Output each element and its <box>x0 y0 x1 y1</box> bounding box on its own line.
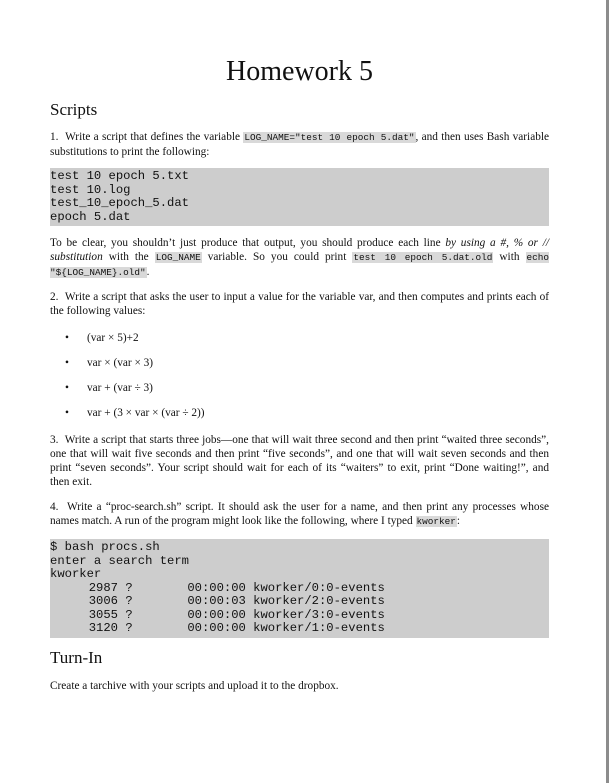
clarify-c: variable. So you could print <box>207 251 347 263</box>
q4-code-typed: kworker <box>416 516 456 527</box>
clarify-a: To be clear, you shouldn’t just produce that output, you should produce each line <box>50 237 441 249</box>
clarify-code-logname: LOG_NAME <box>155 252 201 263</box>
proc-tty: ? <box>125 594 133 608</box>
q2-list <box>65 331 545 431</box>
turnin-heading: Turn-In <box>50 648 103 667</box>
proc-tty: ? <box>125 580 133 595</box>
proc-tty: ? <box>125 621 133 635</box>
clarify-d: with <box>499 251 520 263</box>
proc-cmd: kworker/0:0-events <box>253 580 385 595</box>
session-line: $ bash procs.sh <box>50 540 160 554</box>
q1-output-block <box>50 168 549 226</box>
q4-text-b: : <box>456 515 461 527</box>
q4-number: 4. <box>50 501 59 513</box>
output-line: test 10 epoch 5.txt <box>50 169 189 183</box>
q1-code-var: LOG_NAME="test 10 epoch 5.dat" <box>244 132 415 143</box>
proc-tty: ? <box>125 607 133 622</box>
process-row <box>50 609 549 623</box>
process-row <box>50 622 549 636</box>
page-title: Homework 5 <box>226 56 373 87</box>
q3-body: Write a script that starts three jobs—one that will wait three second and then print “waited three seconds”, one that will wait five seconds and then print “five seconds”, and one that will wait seven seconds and then print “seven seconds”. Your script should wait for each of its “waiters” to exit, print “Done waiting!”, and then exit. <box>50 434 549 488</box>
proc-pid: 2987 <box>88 580 118 595</box>
proc-pid: 3120 <box>88 621 118 635</box>
clarify-code-old: test 10 epoch 5.dat.old <box>353 252 493 263</box>
process-row <box>50 582 549 596</box>
clarify-b: with the <box>108 251 149 263</box>
list-item: • var + (var ÷ 3) <box>65 381 545 406</box>
proc-time: 00:00:03 <box>187 594 246 608</box>
proc-time: 00:00:00 <box>187 580 246 595</box>
q1-text <box>50 130 549 159</box>
session-line: enter a search term <box>50 553 189 568</box>
q4-body: Write a “proc-search.sh” script. It should ask the user for a name, and then print any processes whose names match. A run of the program might look like the following, where I typed <box>50 501 549 527</box>
q2-text <box>50 290 549 318</box>
clarify-e: . <box>146 266 150 278</box>
q4-text <box>50 500 549 529</box>
q1-number: 1. <box>50 131 59 143</box>
output-line: epoch 5.dat <box>50 209 131 224</box>
q3-number: 3. <box>50 434 59 446</box>
q2-number: 2. <box>50 291 59 303</box>
proc-cmd: kworker/1:0-events <box>253 621 385 635</box>
output-line: test 10.log <box>50 182 131 197</box>
proc-pid: 3055 <box>88 607 118 622</box>
list-item: • (var × 5)+2 <box>65 331 545 356</box>
proc-cmd: kworker/2:0-events <box>253 594 385 608</box>
scripts-heading: Scripts <box>50 100 98 119</box>
q1-text-b: , and then uses Bash variable substitutions to print the following: <box>50 131 550 158</box>
process-row <box>50 595 549 609</box>
turnin-text: Create a tarchive with your scripts and upload it to the dropbox. <box>50 680 339 692</box>
q1-text-a: Write a script that defines the variable <box>65 131 240 143</box>
proc-cmd: kworker/3:0-events <box>253 607 385 622</box>
q4-session-block <box>50 539 549 638</box>
session-line: kworker <box>50 567 102 581</box>
q3-text <box>50 433 549 489</box>
output-line: test_10_epoch_5.dat <box>50 196 189 210</box>
q1-clarification <box>50 236 549 280</box>
proc-time: 00:00:00 <box>187 607 246 622</box>
proc-time: 00:00:00 <box>187 621 246 635</box>
list-item: • var + (3 × var × (var ÷ 2)) <box>65 406 545 431</box>
proc-pid: 3006 <box>88 594 118 608</box>
clarify-code-echo: echo "${LOG_NAME}.old" <box>50 252 550 278</box>
q2-body: Write a script that asks the user to input a value for the variable var, and then computes and prints each of the following values: <box>50 291 549 317</box>
clarify-em: by using a #, % or // substitution <box>50 237 549 263</box>
list-item: • var × (var × 3) <box>65 356 545 381</box>
